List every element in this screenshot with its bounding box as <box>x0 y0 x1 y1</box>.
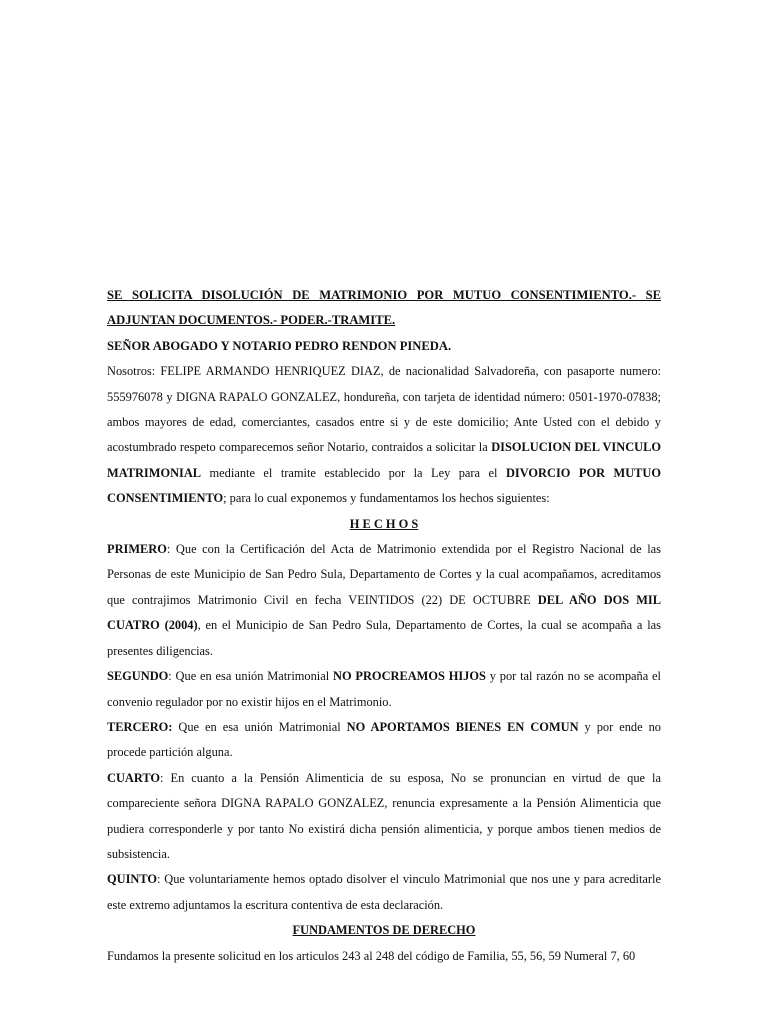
tercero-paragraph <box>107 715 661 766</box>
cuarto-paragraph <box>107 766 661 868</box>
cuarto-label: CUARTO <box>107 770 161 785</box>
fundamentos-paragraph: Fundamos la presente solicitud en los articulos 243 al 248 del código de Familia, 55, 56, 59 Numeral 7, 60 <box>107 948 636 963</box>
segundo-bold: NO PROCREAMOS HIJOS <box>333 669 486 684</box>
segundo-text-2: y por tal razón no se acompaña el convenio regulador por no existir hijos en el Matrimonio. <box>107 669 661 709</box>
hechos-heading: H E C H O S <box>349 516 419 531</box>
intro-bold-1: DISOLUCION DEL VINCULO MATRIMONIAL <box>107 440 661 480</box>
intro-text-1: Nosotros: FELIPE ARMANDO HENRIQUEZ DIAZ, de nacionalidad Salvadoreña, con pasaporte numero: 555976078 y DIGNA RAPALO GONZALEZ, hondureña, con tarjeta de identidad número: 0501-1970-07838; ambos mayores de edad, comerciantes, casados entre si y de este domicilio; Ante Usted con el debido y acostumbrado respeto comparecemos señor Notario, contraidos a solicitar la <box>107 364 661 455</box>
fundamentos-heading: FUNDAMENTOS DE DERECHO <box>292 923 476 938</box>
addressee-line: SEÑOR ABOGADO Y NOTARIO PEDRO RENDON PINEDA. <box>107 338 452 353</box>
document-title: SE SOLICITA DISOLUCIÓN DE MATRIMONIO POR MUTUO CONSENTIMIENTO.- SE ADJUNTAN DOCUMENTOS.- PODER.-TRAMITE. <box>107 288 661 328</box>
cuarto-text-1: : En cuanto a la Pensión Alimenticia de su esposa, No se pronuncian en virtud de que la compareciente señora DIGNA RAPALO GONZALEZ, renuncia expresamente a la Pensión Alimenticia que pudiera corresponderle y por tanto No existirá dicha pensión alimenticia, y porque ambos tienen medios de subsistencia. <box>107 770 661 861</box>
primero-text-2: , en el Municipio de San Pedro Sula, Departamento de Cortes, la cual se acompaña a las presentes diligencias. <box>107 618 661 658</box>
tercero-text-2: y por ende no procede partición alguna. <box>107 719 661 760</box>
tercero-bold: NO APORTAMOS BIENES EN COMUN <box>346 719 579 734</box>
primero-label: PRIMERO <box>107 542 167 557</box>
primero-paragraph <box>107 537 661 664</box>
segundo-label: SEGUNDO <box>107 669 169 684</box>
tercero-label: TERCERO: <box>107 719 173 734</box>
quinto-paragraph <box>107 867 661 918</box>
segundo-text-1: : Que en esa unión Matrimonial <box>168 669 333 684</box>
document-body <box>107 283 661 969</box>
intro-text-2: mediante el tramite establecido por la Ley para el <box>201 465 506 480</box>
primero-bold: DEL AÑO DOS MIL CUATRO (2004) <box>107 592 661 633</box>
segundo-paragraph <box>107 664 661 715</box>
intro-text-3: ; para lo cual exponemos y fundamentamos los hechos siguientes: <box>223 491 550 506</box>
quinto-label: QUINTO <box>107 872 158 887</box>
intro-paragraph <box>107 359 661 511</box>
primero-text-1: : Que con la Certificación del Acta de Matrimonio extendida por el Registro Nacional de las Personas de este Municipio de San Pedro Sula, Departamento de Cortes y la cual acompañamos, acreditamos que contrajimos Matrimonio Civil en fecha VEINTIDOS (22) DE OCTUBRE <box>107 542 661 607</box>
tercero-text-1: Que en esa unión Matrimonial <box>172 719 347 734</box>
quinto-text-1: : Que voluntariamente hemos optado disolver el vinculo Matrimonial que nos une y para acreditarle este extremo adjuntamos la escritura contentiva de esta declaración. <box>107 872 661 912</box>
intro-bold-2: DIVORCIO POR MUTUO CONSENTIMIENTO <box>107 465 662 506</box>
